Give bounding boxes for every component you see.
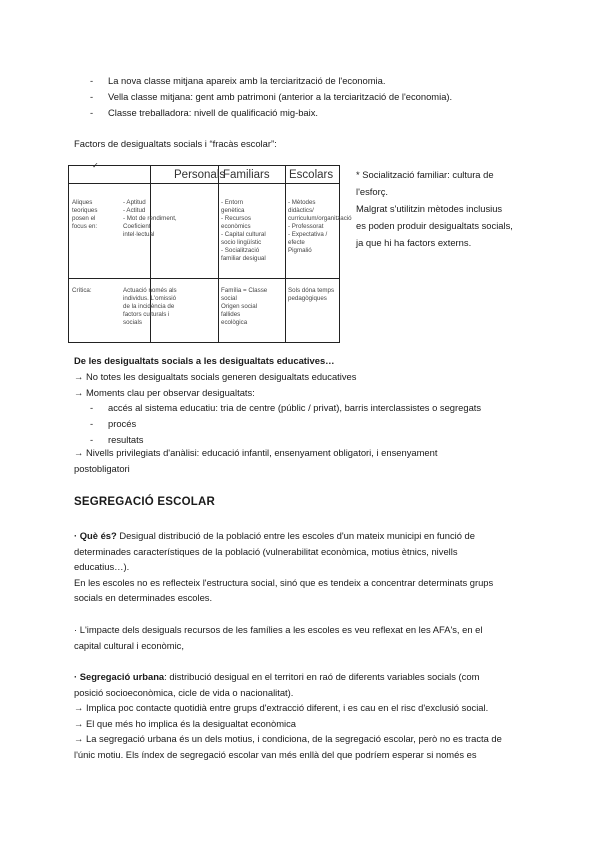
row-label-theories: Aliques teoriques posen el focus en: xyxy=(72,199,98,230)
table-header-personals: Personals xyxy=(174,169,226,181)
intro-bullet-list xyxy=(90,73,452,121)
factors-heading: Factors de desigualtats socials i “fracàs escolar”: xyxy=(74,138,277,149)
table-header-escolars: Escolars xyxy=(289,169,334,181)
table-cell: Actuació només als individus. L'omissió de la incidència de factors culturals i socials xyxy=(123,287,177,326)
nivells-paragraph: → Nivells privilegiats d'anàlisi: educació infantil, ensenyament obligatori, i ensenyament postobligatori xyxy=(74,447,438,474)
desig-line: → Moments clau per observar desigualtats: xyxy=(74,387,255,398)
list-item: - procés xyxy=(90,416,481,432)
que-es-lead: · Què és? xyxy=(74,530,117,541)
check-mark-icon: ✓ xyxy=(92,161,99,170)
table-cell: Sols dóna temps pedagògiques xyxy=(288,287,335,302)
table-cell: - Mètodes didàctics/ curriculum/organització - Professorat - Expectativa / efecte Pigmalió xyxy=(288,199,352,254)
table-cell: - Aptitud - Actitud - Mot de rendiment, Coeficient intel·lectual xyxy=(123,199,177,238)
table-cell: - Entorn genètica - Recursos econòmics - Capital cultural socio lingüístic - Socialització familiar desigual xyxy=(221,199,266,262)
list-item: - Vella classe mitjana: gent amb patrimoni (anterior a la terciarització de l'economia). xyxy=(90,89,452,105)
section-title: SEGREGACIÓ ESCOLAR xyxy=(74,496,215,508)
list-item: - accés al sistema educatiu: tria de centre (públic / privat), barris interclassistes o segregats xyxy=(90,400,481,416)
list-item: - Classe treballadora: nivell de qualificació mig-baix. xyxy=(90,105,452,121)
side-note: * Socialització familiar: cultura de l'esforç. Malgrat s'utilitzin mètodes inclusius es poden produir desigualtats socials, ja que hi ha factors externs. xyxy=(356,169,513,248)
desig-line: → No totes les desigualtats socials generen desigualtats educatives xyxy=(74,371,357,382)
segregacio-urbana-paragraph: · Segregació urbana: distribució desigual en el territori en raó de diferents variables socials (com posició socioeconòmica, cicle de vida o nacionalitat). → Implica poc contacte quotidià entre grups d'extracció diferent, i es cau en el risc d'exclusió social. → El que més ho implica és la desigualtat econòmica → La segregació urbana és un dels motius, i condiciona, de la segregació escolar, però no es tracta de l'únic motiu. Els índex de segregació escolar van més enllà del que podríem esperar si només es xyxy=(74,671,502,760)
list-item: - La nova classe mitjana apareix amb la terciarització de l'economia. xyxy=(90,73,452,89)
desigualtats-heading: De les desigualtats socials a les desigualtats educatives… xyxy=(74,355,335,366)
moments-list xyxy=(90,400,481,448)
factors-table xyxy=(68,165,352,343)
table-cell: Família = Classe social Origen social fallides ecològica xyxy=(221,287,268,326)
que-es-paragraph: · Què és? Desigual distribució de la població entre les escoles d'un mateix municipi en funció de determinades característiques de la població (vulnerabilitat econòmica, motius ètnics, nivells educatius…). En les escoles no es reflecteix l'estructura social, sinó que es tendeix a concentrar determinats grups socials en determinades escoles. xyxy=(74,530,494,603)
row-label-critique: Crítica: xyxy=(72,287,92,294)
table-header-familiars: Familiars xyxy=(223,169,270,181)
list-item: - resultats xyxy=(90,432,481,448)
impacte-paragraph: · L'impacte dels desiguals recursos de les famílies a les escoles es veu reflexat en les AFA's, en el capital cultural i econòmic, xyxy=(74,624,483,651)
urbana-lead: · Segregació urbana xyxy=(74,671,165,682)
